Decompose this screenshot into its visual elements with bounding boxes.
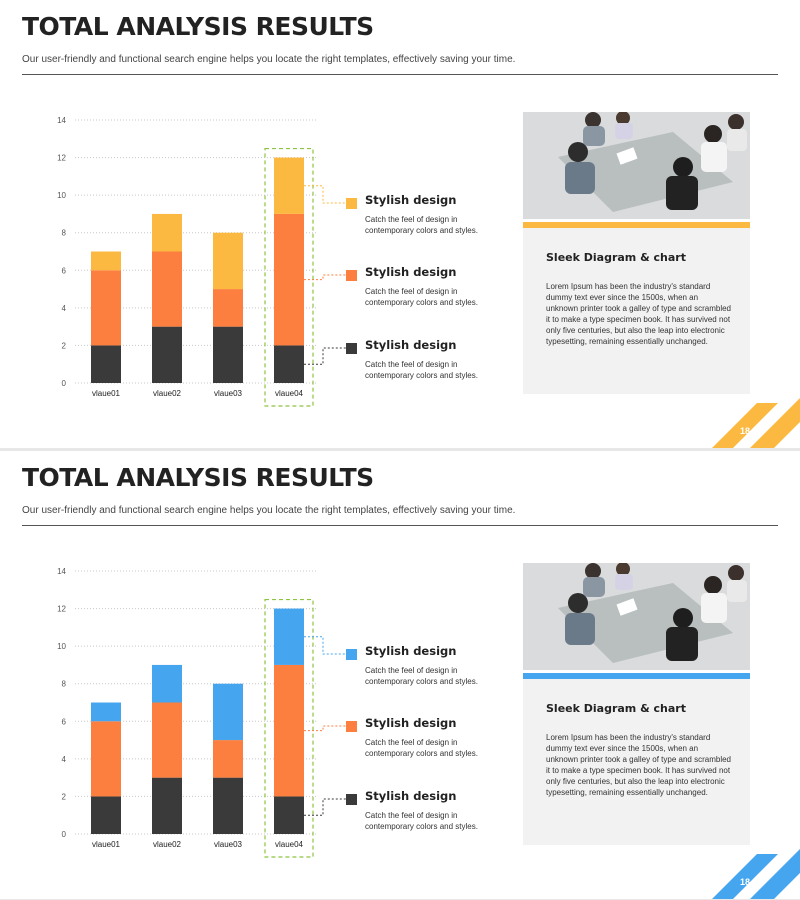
x-tick-label: vlaue02 — [152, 840, 182, 849]
y-tick-label: 8 — [61, 228, 66, 238]
card-text: Lorem Ipsum has been the industry's standard dummy text ever since the 1500s, when an unknown printer took a galley of type and scrambled it to make a type specimen book. It has survived not only five centuries, but also the leap into electronic typesetting, remaining essentially unchanged. — [546, 733, 731, 797]
y-tick-label: 12 — [57, 604, 66, 614]
legend-label: Stylish design — [365, 338, 457, 352]
slide-title: TOTAL ANALYSIS RESULTS — [22, 12, 374, 41]
card-title: Sleek Diagram & chart — [546, 702, 686, 715]
legend-description: Catch the feel of design in contemporary colors and styles. — [365, 811, 478, 831]
legend-label: Stylish design — [365, 716, 457, 730]
y-tick-label: 0 — [61, 830, 66, 839]
x-tick-label: vlaue04 — [274, 840, 304, 849]
y-tick-label: 2 — [61, 341, 66, 351]
page-number: 18 — [739, 877, 750, 887]
y-tick-label: 4 — [61, 303, 66, 313]
x-tick-label: vlaue02 — [152, 389, 182, 398]
legend-label: Stylish design — [365, 193, 457, 207]
slide-1 — [0, 0, 800, 448]
y-tick-label: 10 — [57, 642, 66, 652]
slide-title: TOTAL ANALYSIS RESULTS — [22, 463, 374, 492]
legend-label: Stylish design — [365, 789, 457, 803]
y-tick-label: 8 — [61, 679, 66, 689]
x-tick-label: vlaue03 — [213, 840, 243, 849]
y-tick-label: 12 — [57, 153, 66, 163]
slide-subtitle: Our user-friendly and functional search engine helps you locate the right templates, effectively saving your time. — [22, 54, 516, 65]
y-tick-label: 14 — [57, 567, 66, 576]
legend-description: Catch the feel of design in contemporary colors and styles. — [365, 666, 478, 686]
y-tick-label: 6 — [61, 266, 66, 276]
x-tick-label: vlaue01 — [91, 840, 121, 849]
y-tick-label: 6 — [61, 717, 66, 727]
legend-label: Stylish design — [365, 265, 457, 279]
legend-description: Catch the feel of design in contemporary colors and styles. — [365, 738, 478, 758]
slide-subtitle: Our user-friendly and functional search engine helps you locate the right templates, effectively saving your time. — [22, 505, 516, 516]
y-tick-label: 10 — [57, 191, 66, 201]
legend-description: Catch the feel of design in contemporary colors and styles. — [365, 215, 478, 235]
slide-2 — [0, 451, 800, 899]
page-number: 18 — [739, 426, 750, 436]
y-tick-label: 4 — [61, 754, 66, 764]
card-text: Lorem Ipsum has been the industry's standard dummy text ever since the 1500s, when an unknown printer took a galley of type and scrambled it to make a type specimen book. It has survived not only five centuries, but also the leap into electronic typesetting, remaining essentially unchanged. — [546, 282, 731, 346]
corner-decoration — [0, 451, 800, 899]
legend-label: Stylish design — [365, 644, 457, 658]
x-tick-label: vlaue04 — [274, 389, 304, 398]
x-tick-label: vlaue03 — [213, 389, 243, 398]
y-tick-label: 0 — [61, 379, 66, 388]
y-tick-label: 2 — [61, 792, 66, 802]
legend-description: Catch the feel of design in contemporary colors and styles. — [365, 287, 478, 307]
legend-description: Catch the feel of design in contemporary colors and styles. — [365, 360, 478, 380]
corner-decoration — [0, 0, 800, 448]
x-tick-label: vlaue01 — [91, 389, 121, 398]
y-tick-label: 14 — [57, 116, 66, 125]
card-title: Sleek Diagram & chart — [546, 251, 686, 264]
